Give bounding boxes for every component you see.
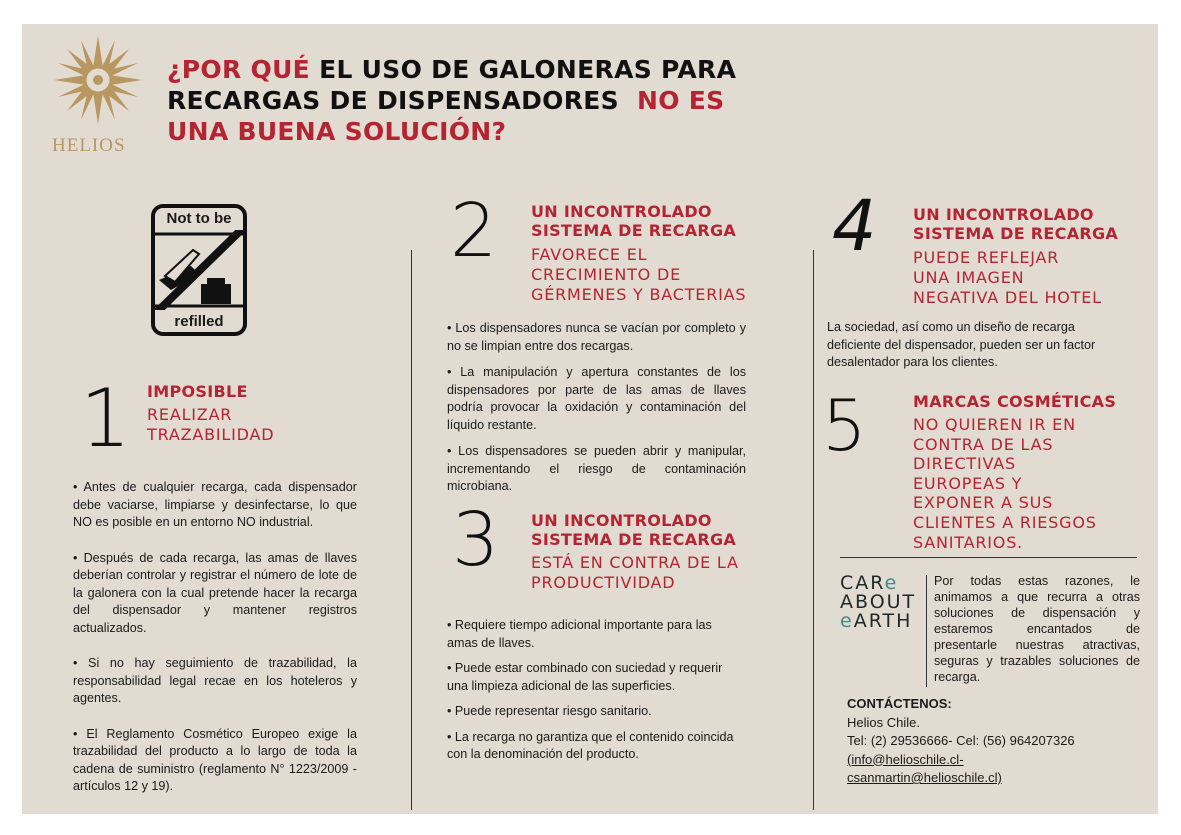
section5-sub-line: DIRECTIVAS — [913, 454, 1016, 474]
refill-prohibited-icon — [155, 230, 243, 310]
section5-sub-line: CONTRA DE LAS — [913, 434, 1054, 454]
section1-bullet: • Antes de cualquier recarga, cada dispensador debe vaciarse, limpiarse y desinfectarse, lo que NO es posible en un entorno NO industrial. — [73, 480, 357, 529]
section1-heading: IMPOSIBLE — [147, 382, 248, 401]
section5-heading: MARCAS COSMÉTICAS — [913, 392, 1117, 411]
section3-body — [447, 617, 746, 764]
section5-sub-line: NO QUIEREN IR EN — [913, 415, 1076, 434]
section5-subheading — [913, 415, 1097, 552]
section4-subheading — [913, 248, 1102, 308]
section1-number: 1 — [80, 372, 131, 465]
horizontal-divider — [840, 557, 1137, 558]
sun-icon — [50, 32, 150, 142]
section3-heading-line: SISTEMA DE RECARGA — [531, 530, 737, 549]
section1-subheading — [147, 405, 274, 445]
badge-top-text: Not to be — [166, 210, 232, 227]
section2-sub-line: GÉRMENES Y BACTERIAS — [531, 285, 747, 304]
contact-email-link[interactable]: (info@helioschile.cl- — [847, 751, 964, 767]
section2-sub-line: FAVORECE EL — [531, 245, 648, 264]
contact-email-link[interactable]: csanmartin@helioschile.cl) — [847, 770, 1002, 785]
section3-sub-line: ESTÁ EN CONTRA DE LA — [531, 553, 739, 572]
section2-bullet: • La manipulación y apertura constantes de los dispensadores por parte de las amas de llaves podría provocar la oxidación y contaminación del líquido restante. — [447, 365, 746, 432]
section3-bullet: • La recarga no garantiza que el contenido coincida con la denominación del producto. — [447, 729, 734, 761]
closing-divider — [926, 575, 927, 687]
section2-heading-line: UN INCONTROLADO — [531, 202, 712, 221]
contact-phones: Tel: (2) 29536666- Cel: (56) 964207326 — [847, 733, 1075, 748]
section3-bullet: • Puede representar riesgo sanitario. — [447, 704, 652, 718]
care-logo-line: CAR — [840, 572, 885, 594]
contact-block — [847, 695, 1075, 788]
section3-bullet: • Requiere tiempo adicional importante para las amas de llaves. — [447, 618, 712, 650]
section4-sub-line: NEGATIVA DEL HOTEL — [913, 288, 1102, 307]
section4-heading-line: UN INCONTROLADO — [913, 205, 1094, 224]
care-logo-accent: e — [884, 572, 899, 594]
section2-heading-line: SISTEMA DE RECARGA — [531, 221, 737, 240]
poster — [22, 24, 1158, 814]
closing-text: Por todas estas razones, le animamos a que recurra a otras soluciones de dispensación y estaremos encantados de presentarle nuestras atractivas, seguras y trazables soluciones de recarga. — [934, 574, 1140, 684]
care-logo-line: ABOUT — [840, 591, 917, 613]
section1-bullet: • El Reglamento Cosmético Europeo exige la trazabilidad del producto a lo largo de toda la cadena de suministro (reglamento N° 1223/2009 - artículos 12 y 19). — [73, 726, 357, 793]
section2-bullet: • Los dispensadores se pueden abrir y manipular, incrementando el riesgo de contaminación microbiana. — [447, 444, 746, 493]
section1-body — [73, 479, 357, 796]
section4-sub-line: UNA IMAGEN — [913, 268, 1025, 287]
section1-sub-line: REALIZAR — [147, 405, 233, 424]
column-divider — [813, 250, 814, 810]
care-logo-accent: e — [840, 610, 854, 632]
section2-sub-line: CRECIMIENTO DE — [531, 265, 681, 284]
section3-bullet: • Puede estar combinado con suciedad y requerir una limpieza adicional de las superficies. — [447, 661, 723, 693]
section3-heading-line: UN INCONTROLADO — [531, 511, 712, 530]
column-divider — [411, 250, 412, 810]
section2-heading — [531, 202, 736, 240]
section1-bullet: • Si no hay seguimiento de trazabilidad, la responsabilidad legal recae en los hoteleros y agentes. — [73, 656, 357, 705]
section4-body: La sociedad, así como un diseño de recarga deficiente del dispensador, pueden ser un factor desalentador para los clientes. — [827, 320, 1096, 369]
care-logo-line: ARTH — [853, 610, 913, 632]
badge-bottom-text: refilled — [174, 313, 224, 330]
section2-subheading — [531, 245, 746, 305]
section1-bullet: • Después de cada recarga, las amas de llaves deberían controlar y registrar el número de lote de la galonera con la cual pretende hacer la recarga del dispensador y mantener registros actualizados. — [73, 550, 357, 635]
section4-heading-line: SISTEMA DE RECARGA — [913, 224, 1119, 243]
section3-subheading — [531, 553, 739, 593]
contact-company: Helios Chile. — [847, 714, 920, 730]
helios-wordmark: HELIOS — [52, 135, 126, 156]
title-line2: RECARGAS DE DISPENSADORES — [167, 86, 619, 115]
section2-body — [447, 320, 746, 496]
section5-sub-line: CLIENTES A RIESGOS — [913, 512, 1097, 532]
section2-bullet: • Los dispensadores nunca se vacían por completo y no se limpian entre dos recargas. — [447, 321, 746, 353]
section3-heading — [531, 511, 736, 549]
title-question-word: ¿POR QUÉ — [167, 55, 311, 84]
title-line3: UNA BUENA SOLUCIÓN? — [167, 117, 507, 146]
section4-sub-line: PUEDE REFLEJAR — [913, 248, 1060, 267]
not-refillable-badge — [151, 204, 247, 336]
contact-heading: CONTÁCTENOS: — [847, 696, 952, 711]
section5-sub-line: EXPONER A SUS — [913, 493, 1054, 513]
section3-sub-line: PRODUCTIVIDAD — [531, 573, 676, 592]
title-negation: NO ES — [636, 86, 725, 115]
title-line1: EL USO DE GALONERAS PARA — [310, 55, 737, 84]
section5-number: 5 — [822, 385, 867, 467]
care-about-earth-logo — [840, 574, 916, 631]
section3-number: 3 — [452, 497, 500, 583]
section1-sub-line: TRAZABILIDAD — [147, 425, 275, 444]
page-title — [167, 54, 736, 147]
section4-number: 4 — [832, 185, 877, 267]
section2-number: 2 — [450, 188, 498, 274]
section5-sub-line: SANITARIOS. — [913, 532, 1024, 552]
section5-sub-line: EUROPEAS Y — [913, 473, 1023, 493]
section4-heading — [913, 205, 1118, 243]
